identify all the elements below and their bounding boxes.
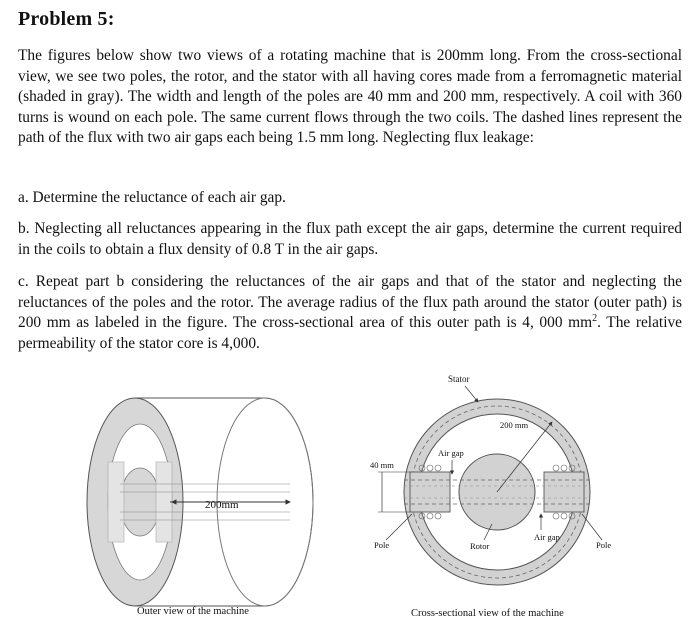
outer-view-caption: Outer view of the machine — [137, 606, 249, 617]
airgap-bottom-label: Air gap — [534, 532, 560, 542]
airgap-top-label: Air gap — [438, 448, 464, 458]
rotor-label: Rotor — [470, 541, 490, 551]
figures — [0, 360, 700, 629]
pole-right — [544, 472, 584, 512]
stator-label: Stator — [448, 374, 470, 384]
pole-left — [410, 472, 450, 512]
pole-width-label: 40 mm — [370, 460, 394, 470]
pole-right-label: Pole — [596, 540, 612, 550]
outer-view-figure — [87, 398, 313, 617]
cross-section-caption: Cross-sectional view of the machine — [411, 608, 564, 619]
cross-section-figure — [370, 374, 611, 619]
pole-left-label: Pole — [374, 540, 390, 550]
part-a-text: a. Determine the reluctance of each air gap. — [18, 189, 286, 206]
problem-intro: The figures below show two views of a rotating machine that is 200mm long. From the cross-sectional view, we see two poles, the rotor, and the stator with all having cores made from a ferromagnetic material (shaded in gray). The width and length of the poles are 40 mm and 200 mm, respectively. A coil with 360 turns is wound on each pole. The same current flows through the two coils. The dashed lines represent the path of the flux with two air gaps each being 1.5 mm long. Neglecting flux leakage: — [18, 47, 682, 147]
part-c-main: c. Repeat part b considering the reluctances of the air gaps and that of the stator and neglecting the reluctances of the poles and the rotor. The average radius of the flux path around the stator (outer path) is 200 mm as labeled in the figure. The cross-sectional area of this outer path is 4, 000 mm — [18, 273, 682, 332]
radius-label: 200 mm — [500, 420, 529, 430]
part-c-tail: . The relative permeability of the stator core is 4,000. — [18, 314, 682, 352]
part-b-text: b. Neglecting all reluctances appearing in the flux path except the air gaps, determine the current required in the coils to obtain a flux density of 0.8 T in the air gaps. — [18, 220, 682, 258]
part-c-exponent: 2 — [592, 313, 598, 325]
part-c-text — [18, 272, 682, 354]
length-label: 200mm — [205, 499, 239, 511]
problem-title: Problem 5: — [18, 8, 115, 30]
